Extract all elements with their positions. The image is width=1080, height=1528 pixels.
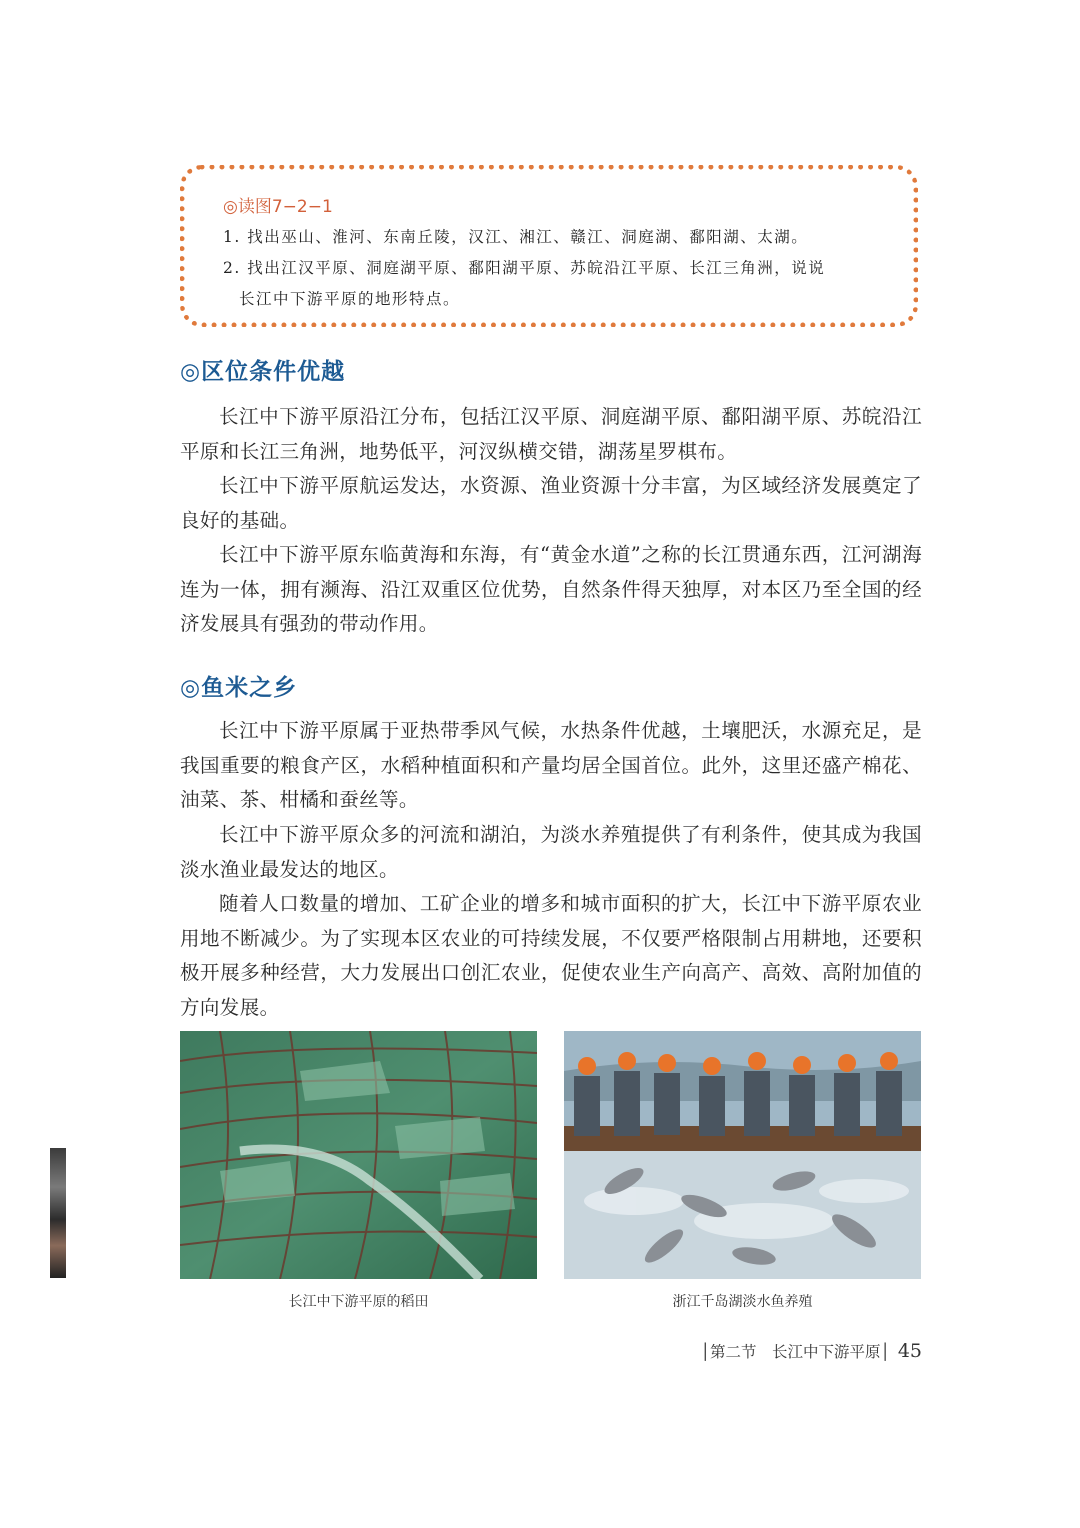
section-heading-location: ◎区位条件优越	[180, 359, 346, 385]
activity-title: ◎读图7−2−1	[223, 197, 333, 217]
paragraph: 长江中下游平原东临黄海和东海，有“黄金水道”之称的长江贯通东西，江河湖海连为一体，拥有濒海、沿江双重区位优势，自然条件得天独厚，对本区乃至全国的经济发展具有强劲的带动作用。	[180, 543, 922, 635]
activity-item-1: 1. 找出巫山、淮河、东南丘陵，汉江、湘江、赣江、洞庭湖、鄱阳湖、太湖。	[223, 228, 809, 246]
page-footer	[660, 1338, 922, 1364]
photo-caption: 浙江千岛湖淡水鱼养殖	[672, 1294, 813, 1310]
section-heading-fish-rice: ◎鱼米之乡	[180, 675, 298, 701]
fish-farming-photo	[564, 1031, 921, 1279]
paragraph: 长江中下游平原众多的河流和湖泊，为淡水养殖提供了有利条件，使其成为我国淡水渔业最发达的地区。	[180, 823, 922, 881]
paragraph: 长江中下游平原航运发达，水资源、渔业资源十分丰富，为区域经济发展奠定了良好的基础。	[180, 474, 922, 532]
paragraph: 长江中下游平原属于亚热带季风气候，水热条件优越，土壤肥沃，水源充足，是我国重要的粮食产区，水稻种植面积和产量均居全国首位。此外，这里还盛产棉花、油菜、茶、柑橘和蚕丝等。	[180, 719, 922, 811]
paragraph: 随着人口数量的增加、工矿企业的增多和城市面积的扩大，长江中下游平原农业用地不断减少。为了实现本区农业的可持续发展，不仅要严格限制占用耕地，还要积极开展多种经营，大力发展出口创汇农业，促使农业生产向高产、高效、高附加值的方向发展。	[180, 892, 922, 1019]
page-edge-decoration	[50, 1148, 66, 1278]
rice-paddy-photo	[180, 1031, 537, 1279]
photo-caption: 长江中下游平原的稻田	[288, 1294, 429, 1310]
reading-activity-box	[180, 165, 918, 327]
paragraph: 长江中下游平原沿江分布，包括江汉平原、洞庭湖平原、鄱阳湖平原、苏皖沿江平原和长江三角洲，地势低平，河汊纵横交错，湖荡星罗棋布。	[180, 405, 922, 463]
activity-item-2-line-2: 长江中下游平原的地形特点。	[239, 290, 461, 308]
footer-section-title: │第二节 长江中下游平原│	[700, 1343, 890, 1361]
activity-item-2-line-1: 2. 找出江汉平原、洞庭湖平原、鄱阳湖平原、苏皖沿江平原、长江三角洲，说说	[223, 259, 826, 277]
page-number: 45	[897, 1340, 922, 1362]
